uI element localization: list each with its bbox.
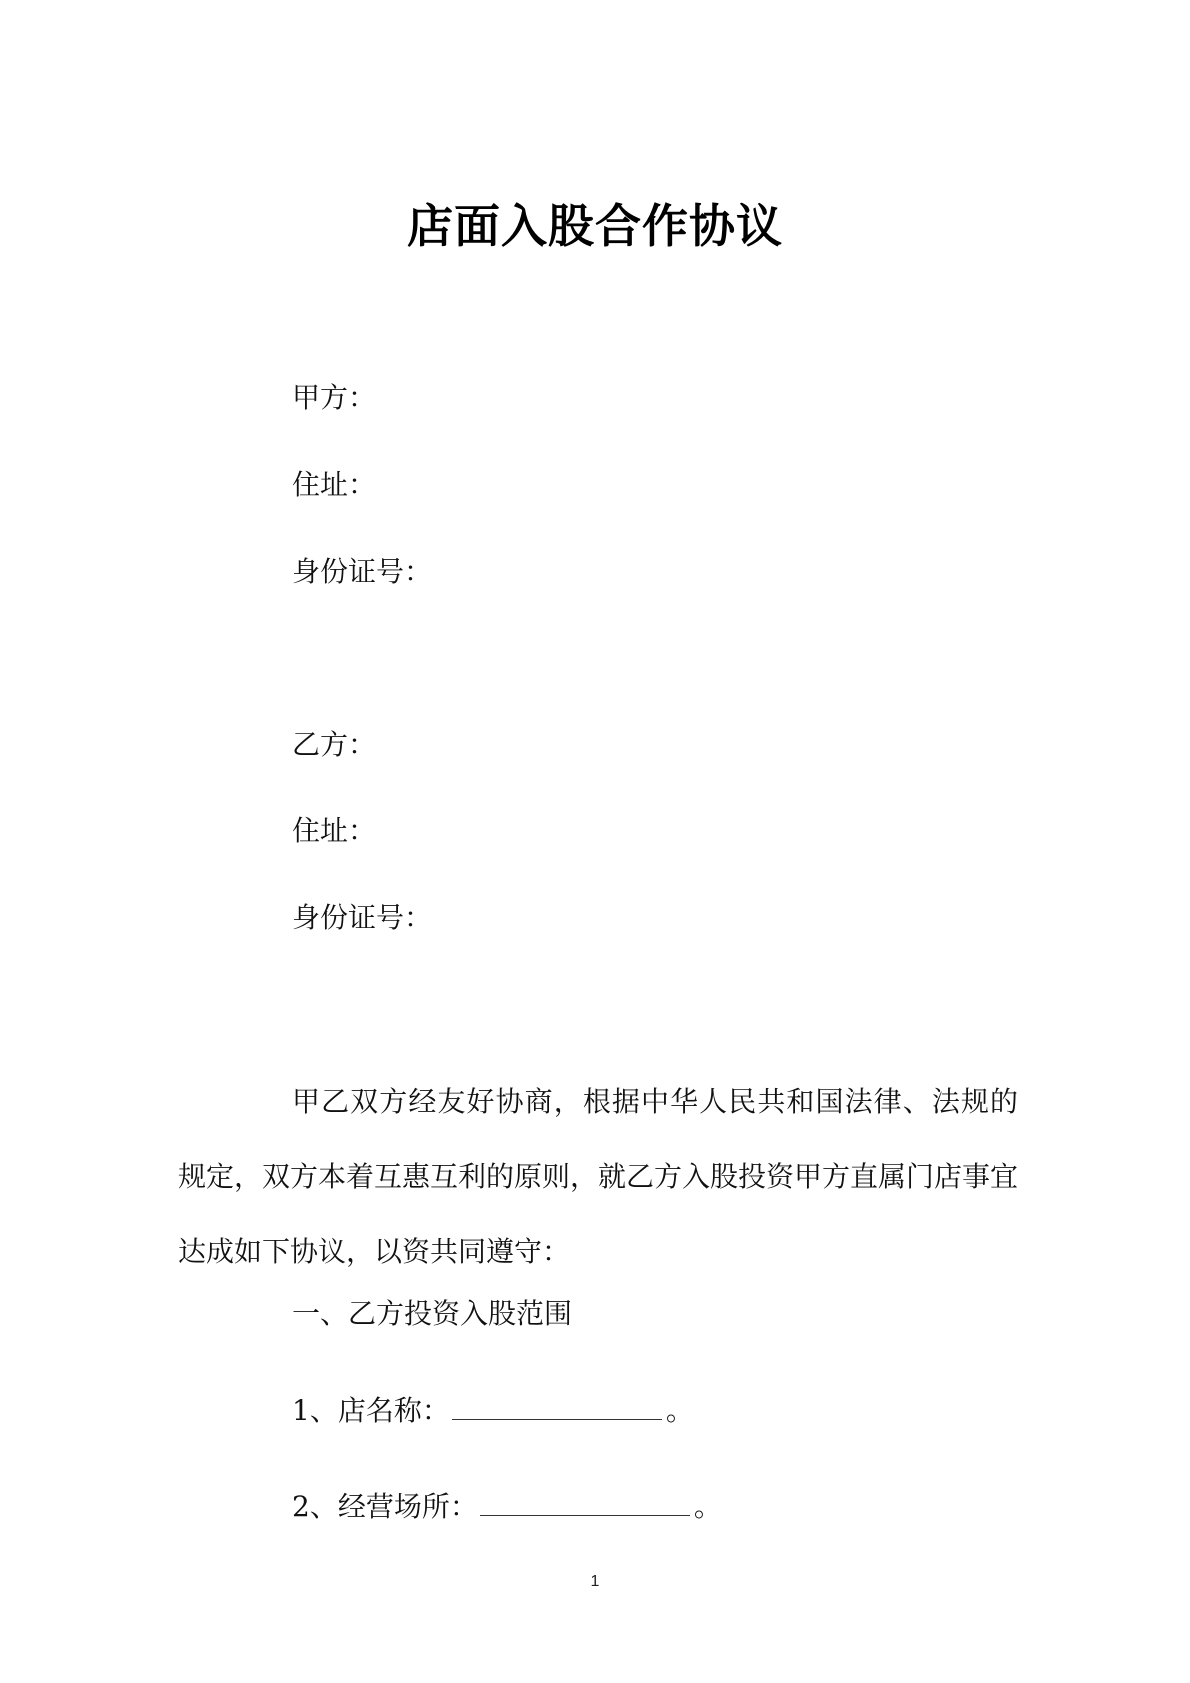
item-1-label: 1、店名称： (292, 1394, 450, 1427)
party-b-id-label: 身份证号： (292, 901, 433, 934)
party-b-name-label: 乙方： (292, 728, 377, 761)
party-a-id-label: 身份证号： (292, 555, 433, 588)
item-1-end: 。 (665, 1394, 694, 1427)
business-premises-blank (480, 1489, 690, 1516)
store-name-blank (452, 1393, 662, 1420)
item-2-end: 。 (693, 1490, 722, 1523)
item-2-label: 2、经营场所： (292, 1490, 478, 1523)
section-1-item-2 (292, 1487, 722, 1527)
section-1-heading: 一、乙方投资入股范围 (292, 1297, 573, 1330)
party-a-name-label: 甲方： (292, 381, 377, 414)
party-b-address-label: 住址： (292, 814, 377, 847)
document-title: 店面入股合作协议 (407, 199, 783, 253)
party-a-address-label: 住址： (292, 468, 377, 501)
intro-paragraph: 甲乙双方经友好协商，根据中华人民共和国法律、法规的规定，双方本着互惠互利的原则，就乙方入股投资甲方直属门店事宜达成如下协议，以资共同遵守： (178, 1085, 1019, 1268)
page-number: 1 (590, 1573, 600, 1590)
section-1-item-1 (292, 1391, 694, 1431)
